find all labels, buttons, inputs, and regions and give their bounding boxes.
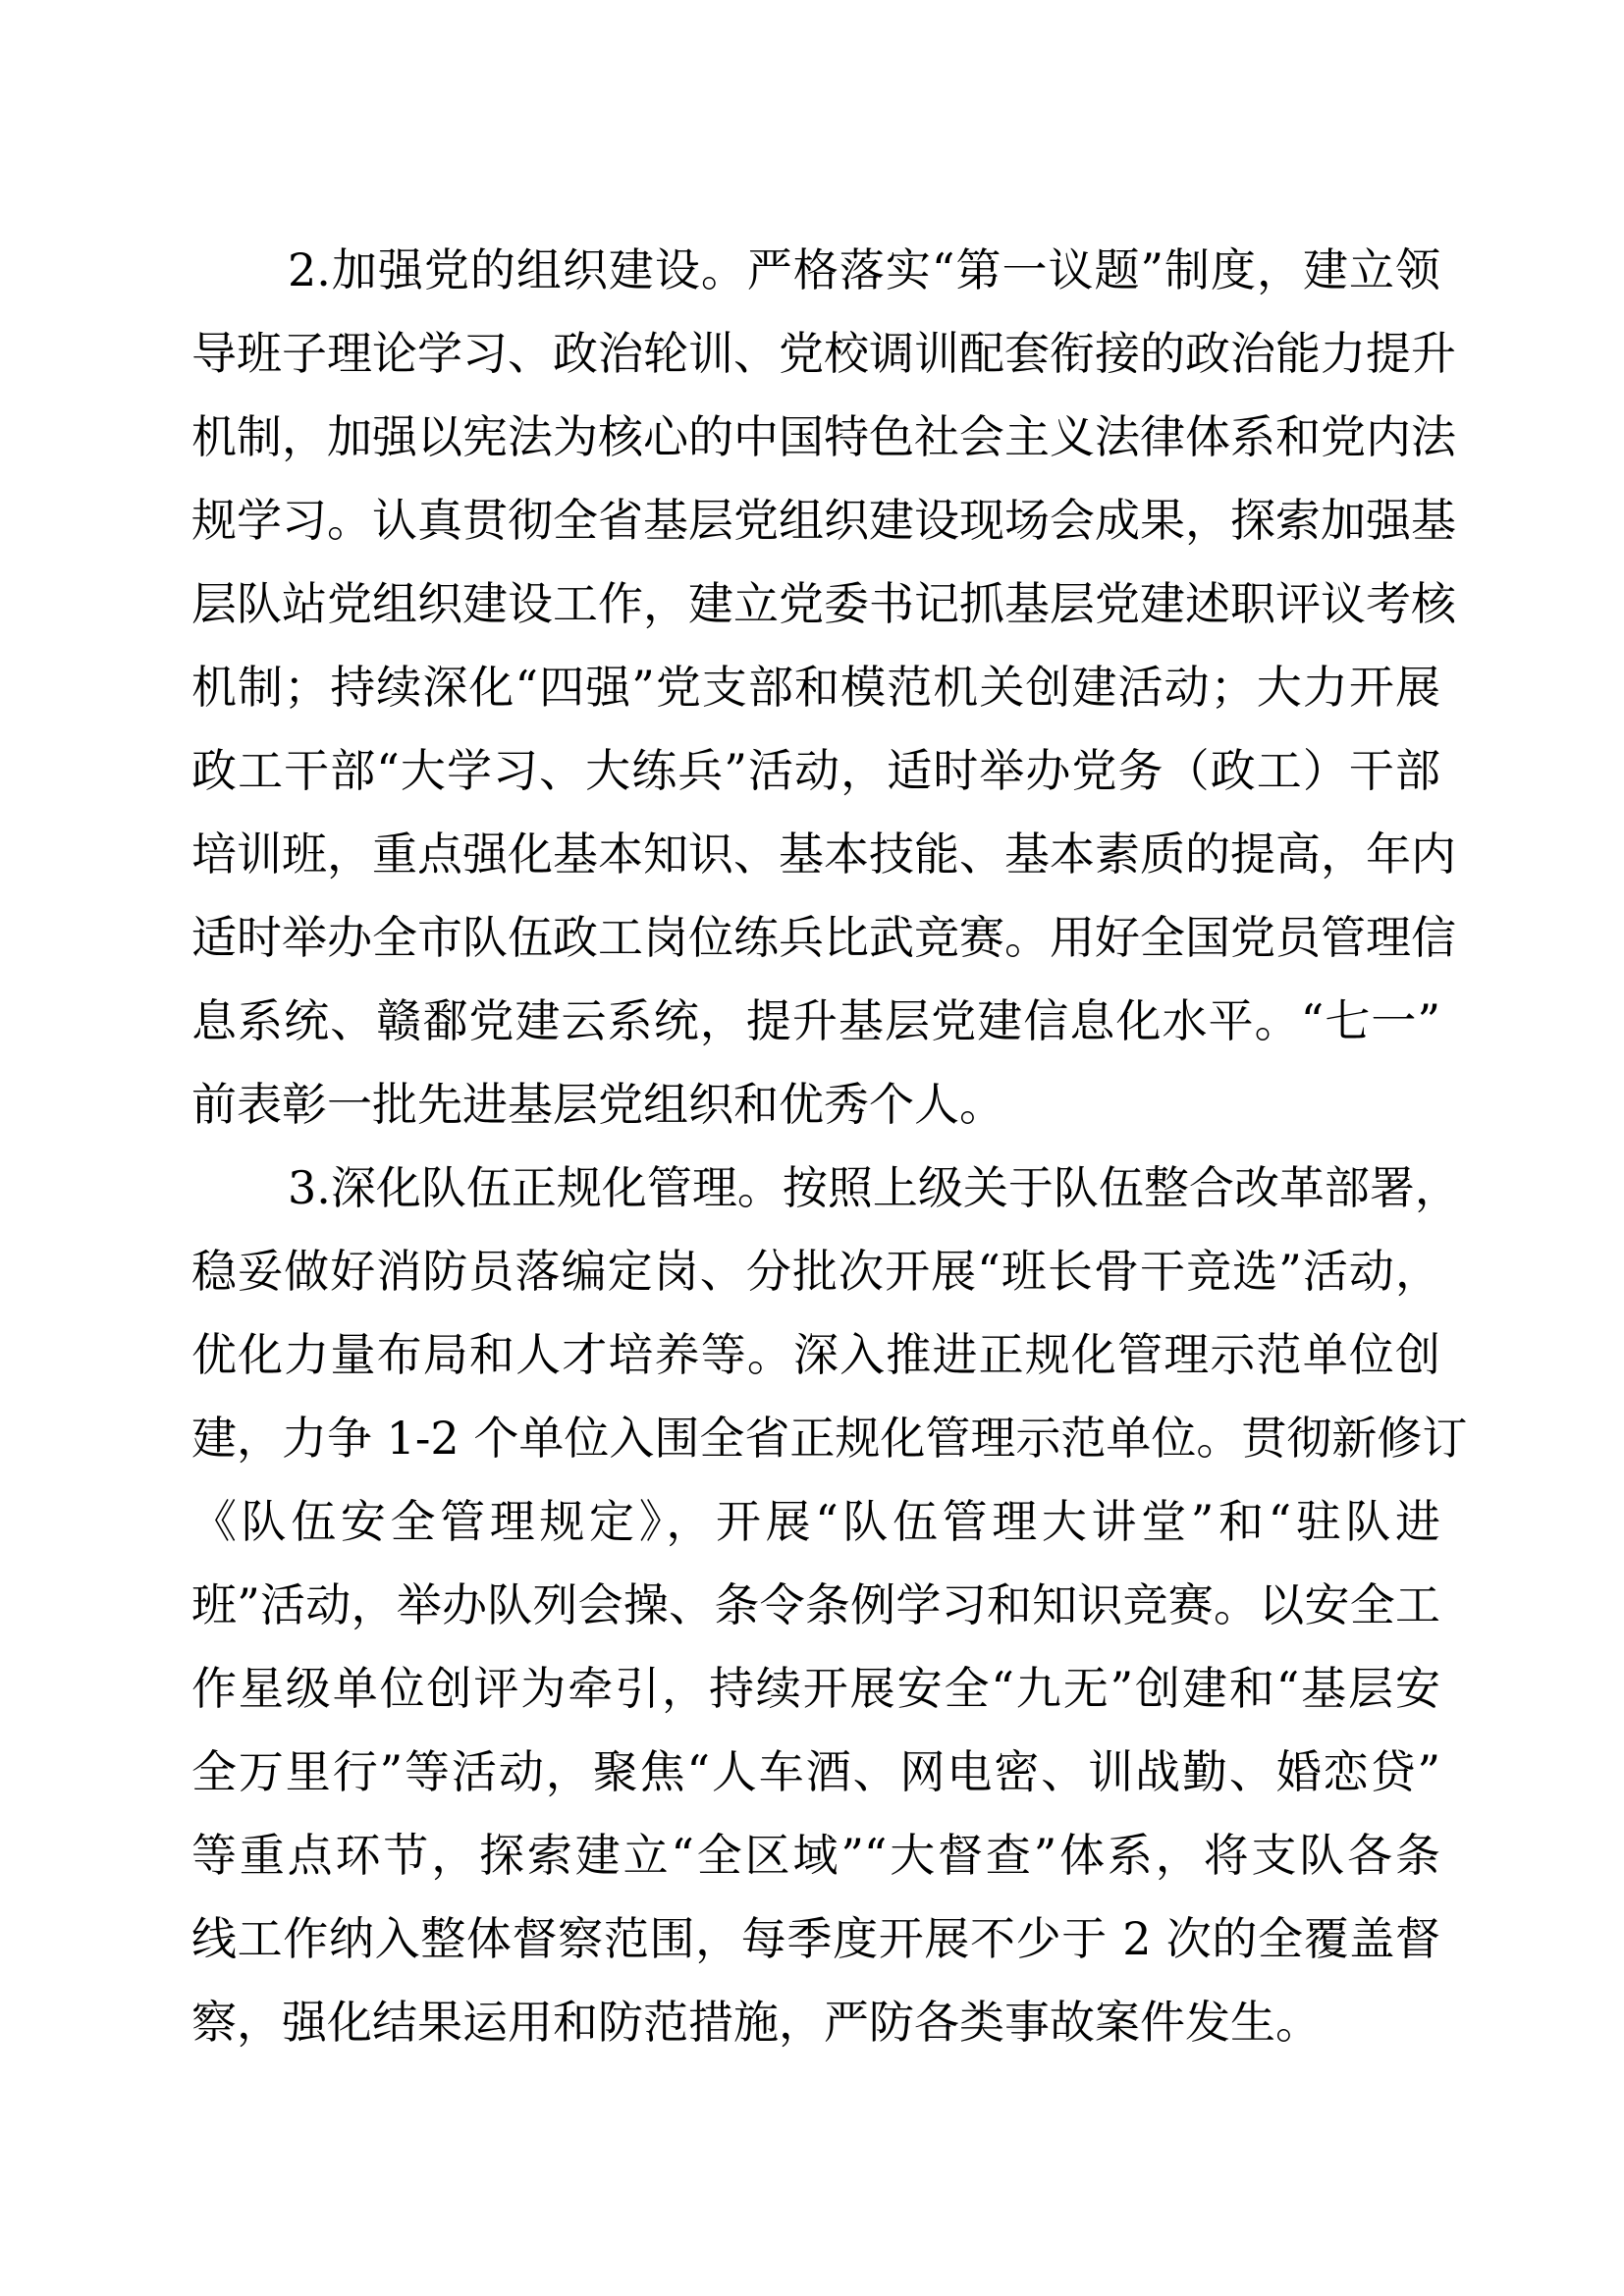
text-line: 建，力争 1-2 个单位入围全省正规化管理示范单位。贯彻新修订: [191, 1412, 1468, 1465]
text-line: 稳妥做好消防员落编定岗、分批次开展“班长骨干竞选”活动，: [191, 1245, 1440, 1298]
text-line: 层队站党组织建设工作，建立党委书记抓基层党建述职评议考核: [191, 577, 1456, 630]
text-line: 规学习。认真贯彻全省基层党组织建设现场会成果，探索加强基: [191, 494, 1456, 547]
paragraph: [191, 229, 1456, 1147]
text-line: 息系统、赣鄱党建云系统，提升基层党建信息化水平。“七一”: [191, 994, 1440, 1047]
text-line: 机制；持续深化“四强”党支部和模范机关创建活动；大力开展: [191, 661, 1440, 714]
paragraph: [191, 1147, 1468, 2064]
text-line: 培训班，重点强化基本知识、基本技能、基本素质的提高，年内: [191, 828, 1456, 881]
document-body: [191, 229, 1468, 2064]
text-line: 全万里行”等活动，聚焦“人车酒、网电密、训战勤、婚恋贷”: [191, 1745, 1440, 1798]
text-line: 《队伍安全管理规定》，开展“队伍管理大讲堂”和“驻队进: [191, 1495, 1440, 1548]
text-line: 导班子理论学习、政治轮训、党校调训配套衔接的政治能力提升: [191, 327, 1456, 380]
text-line: 政工干部“大学习、大练兵”活动，适时举办党务（政工）干部: [191, 744, 1440, 797]
text-line: 察，强化结果运用和防范措施，严防各类事故案件发生。: [191, 1996, 1321, 2049]
text-line: 前表彰一批先进基层党组织和优秀个人。: [191, 1078, 1004, 1131]
text-line: 优化力量布局和人才培养等。深入推进正规化管理示范单位创: [191, 1328, 1440, 1381]
text-line: 作星级单位创评为牵引，持续开展安全“九无”创建和“基层安: [191, 1662, 1440, 1715]
text-line: 机制，加强以宪法为核心的中国特色社会主义法律体系和党内法: [191, 410, 1456, 463]
text-line: 适时举办全市队伍政工岗位练兵比武竞赛。用好全国党员管理信: [191, 911, 1456, 964]
text-line: 2.加强党的组织建设。严格落实“第一议题”制度，建立领: [288, 243, 1440, 296]
text-line: 3.深化队伍正规化管理。按照上级关于队伍整合改革部署，: [288, 1161, 1460, 1214]
text-line: 等重点环节，探索建立“全区域”“大督查”体系，将支队各条: [191, 1829, 1440, 1882]
text-line: 班”活动，举办队列会操、条令条例学习和知识竞赛。以安全工: [191, 1578, 1440, 1631]
text-line: 线工作纳入整体督察范围，每季度开展不少于 2 次的全覆盖督: [191, 1912, 1440, 1965]
